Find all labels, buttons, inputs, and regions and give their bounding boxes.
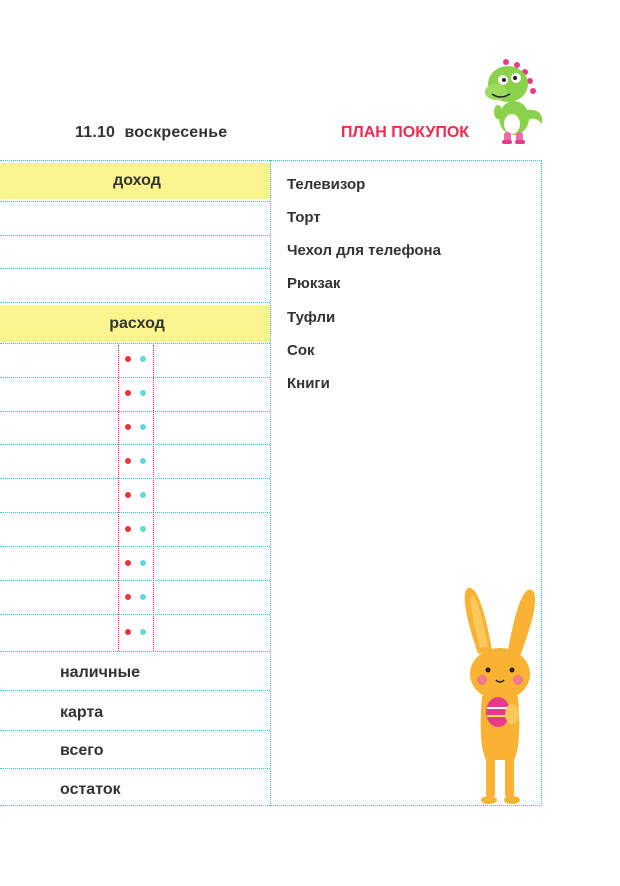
- summary-cash: наличные: [60, 664, 141, 681]
- income-line-2: [0, 235, 270, 236]
- weekday-label: воскресенье: [124, 124, 228, 141]
- expense-column-line-right: [153, 345, 154, 651]
- red-dot: [125, 424, 131, 430]
- expense-line-6: [0, 512, 270, 513]
- date-line: [75, 124, 227, 142]
- cyan-dot: [140, 560, 146, 566]
- shopping-item: Чехол для телефона: [287, 242, 441, 259]
- dragon-mascot-icon: [478, 58, 548, 146]
- summary-line-1: [0, 690, 270, 691]
- cyan-dot: [140, 458, 146, 464]
- red-dot: [125, 594, 131, 600]
- summary-card: карта: [60, 704, 104, 721]
- income-line-3: [0, 268, 270, 269]
- red-dot: [125, 560, 131, 566]
- shopping-item: Книги: [287, 375, 330, 392]
- shopping-item: Телевизор: [287, 176, 366, 193]
- expense-line-4: [0, 444, 270, 445]
- expense-line-3: [0, 411, 270, 412]
- cyan-dot: [140, 594, 146, 600]
- cyan-dot: [140, 424, 146, 430]
- summary-total: всего: [60, 742, 104, 759]
- income-header: [0, 163, 270, 199]
- expense-line-1: [0, 343, 270, 344]
- summary-line-3: [0, 768, 270, 769]
- expense-line-8: [0, 580, 270, 581]
- expense-line-10: [0, 651, 270, 652]
- cyan-dot: [140, 629, 146, 635]
- shopping-item: Рюкзак: [287, 275, 341, 292]
- summary-line-2: [0, 730, 270, 731]
- column-divider: [270, 160, 271, 806]
- date-value: 11.10: [75, 124, 116, 141]
- expense-header: [0, 305, 270, 342]
- shopping-item: Сок: [287, 342, 315, 359]
- shopping-item: Туфли: [287, 309, 336, 326]
- red-dot: [125, 629, 131, 635]
- red-dot: [125, 492, 131, 498]
- income-line-4: [0, 302, 270, 303]
- expense-column-line-left: [118, 345, 119, 651]
- expense-line-5: [0, 478, 270, 479]
- bunny-mascot-icon: [458, 584, 542, 806]
- summary-balance: остаток: [60, 781, 121, 798]
- expense-line-2: [0, 377, 270, 378]
- red-dot: [125, 356, 131, 362]
- cyan-dot: [140, 356, 146, 362]
- income-line-1: [0, 201, 270, 202]
- income-label: доход: [113, 172, 161, 189]
- red-dot: [125, 458, 131, 464]
- cyan-dot: [140, 390, 146, 396]
- cyan-dot: [140, 492, 146, 498]
- expense-line-7: [0, 546, 270, 547]
- red-dot: [125, 390, 131, 396]
- plan-title: ПЛАН ПОКУПОК: [341, 124, 470, 141]
- shopping-item: Торт: [287, 209, 321, 226]
- red-dot: [125, 526, 131, 532]
- expense-label: расход: [109, 314, 165, 332]
- cyan-dot: [140, 526, 146, 532]
- expense-line-9: [0, 614, 270, 615]
